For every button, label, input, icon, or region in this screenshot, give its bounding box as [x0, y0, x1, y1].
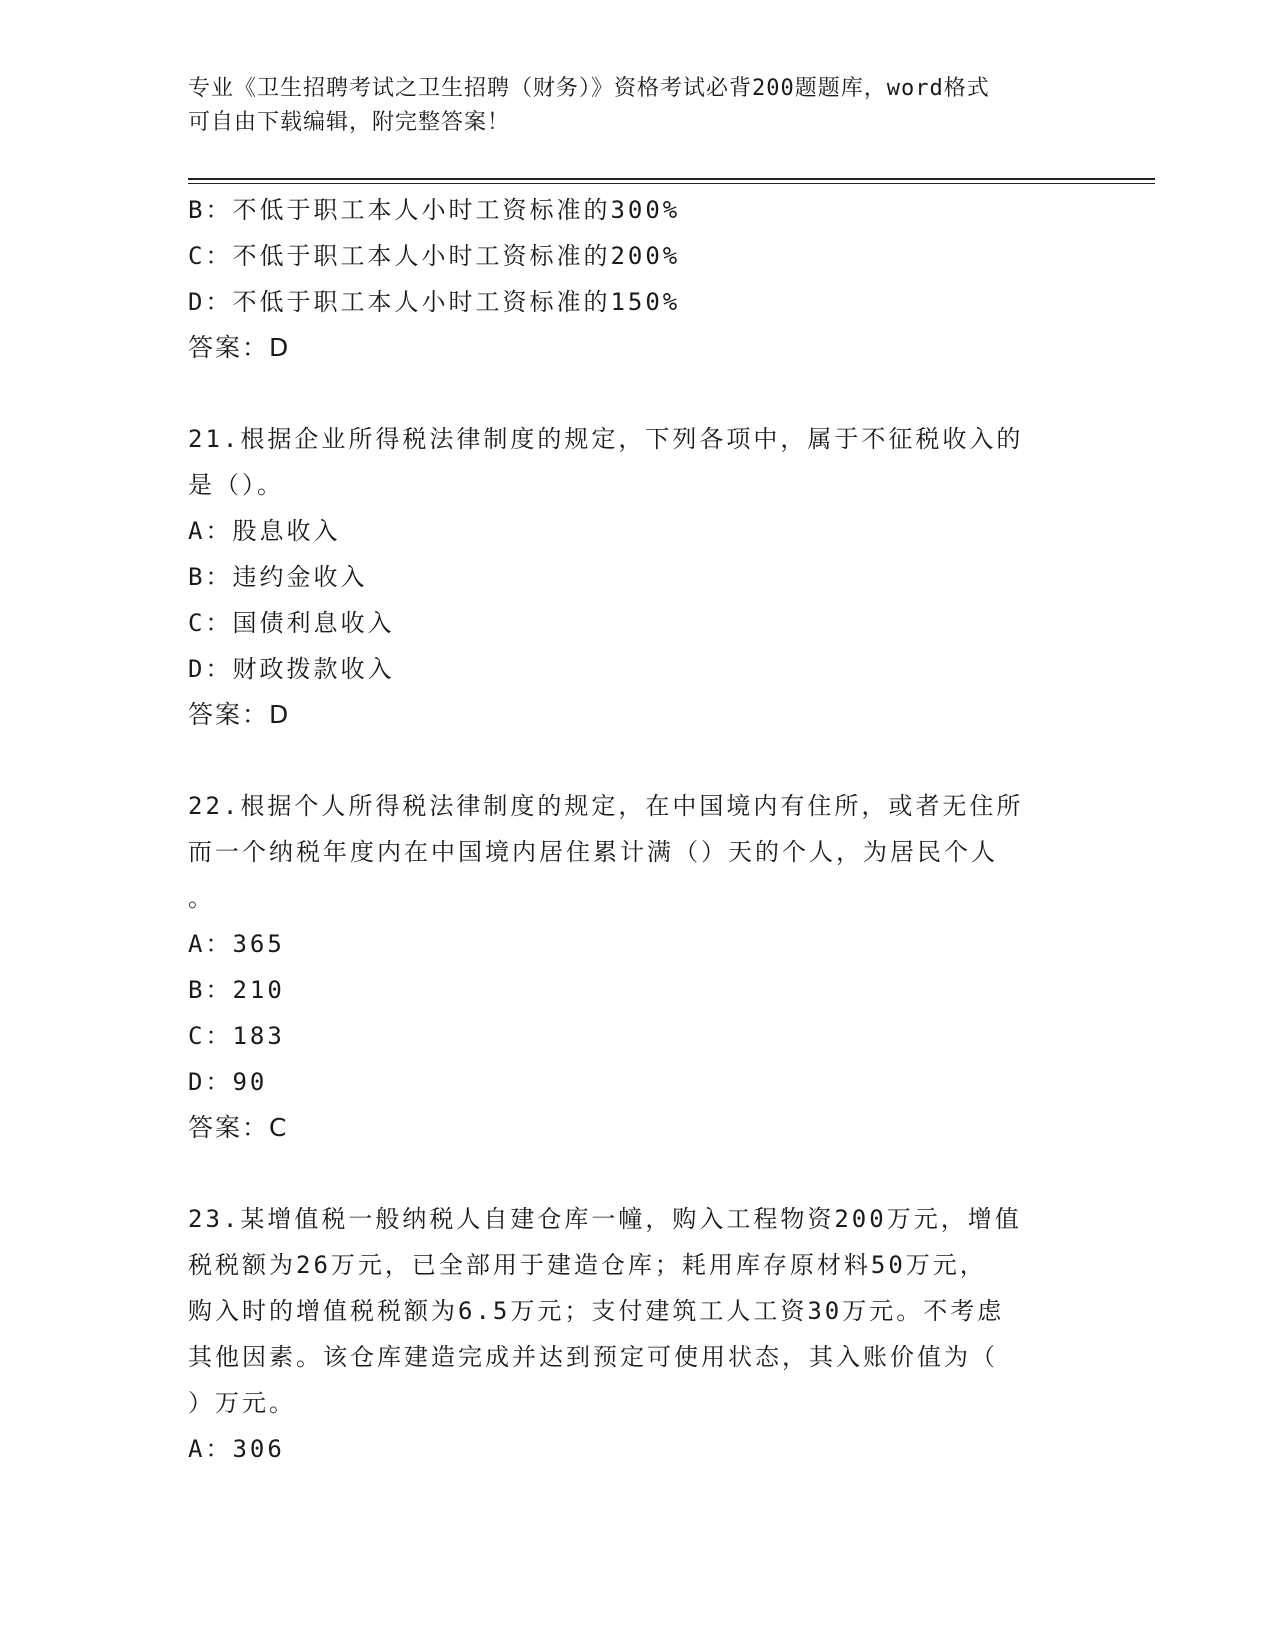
question-spacer [188, 738, 1088, 783]
question-content [188, 187, 1088, 1472]
question-text: 其他因素。该仓库建造完成并达到预定可使用状态，其入账价值为（ [188, 1343, 998, 1371]
answer-line: 答案：C [188, 1113, 289, 1142]
question-21-block [188, 416, 1088, 738]
question-text: 是（）。 [188, 471, 284, 499]
answer-line: 答案：D [188, 333, 291, 362]
question-text: 而一个纳税年度内在中国境内居住累计满（）天的个人，为居民个人 [188, 838, 998, 866]
option-d: D：财政拨款收入 [188, 655, 395, 683]
question-text: ）万元。 [188, 1389, 296, 1417]
question-20-block [188, 187, 1088, 371]
header-title-line-2: 可自由下载编辑，附完整答案！ [188, 110, 511, 135]
option-a: A：股息收入 [188, 517, 341, 545]
option-a: A：306 [188, 1435, 285, 1463]
option-b: B：违约金收入 [188, 563, 368, 591]
question-23-block [188, 1196, 1088, 1472]
document-header [188, 72, 1068, 140]
question-text: 。 [188, 884, 215, 912]
header-divider-thick [188, 178, 1155, 180]
question-text: 23.某增值税一般纳税人自建仓库一幢，购入工程物资200万元，增值 [188, 1205, 1022, 1233]
option-d: D：不低于职工本人小时工资标准的150% [188, 288, 681, 316]
option-c: C：183 [188, 1022, 285, 1050]
header-divider-thin [188, 183, 1155, 184]
question-text: 购入时的增值税税额为6.5万元；支付建筑工人工资30万元。不考虑 [188, 1297, 1005, 1325]
question-text: 21.根据企业所得税法律制度的规定，下列各项中，属于不征税收入的 [188, 425, 1024, 453]
option-d: D：90 [188, 1068, 268, 1096]
question-text: 税税额为26万元，已全部用于建造仓库；耗用库存原材料50万元， [188, 1251, 987, 1279]
question-text: 22.根据个人所得税法律制度的规定，在中国境内有住所，或者无住所 [188, 792, 1024, 820]
question-spacer [188, 1151, 1088, 1196]
option-a: A：365 [188, 930, 285, 958]
option-b: B：不低于职工本人小时工资标准的300% [188, 196, 681, 224]
option-c: C：不低于职工本人小时工资标准的200% [188, 242, 681, 270]
answer-line: 答案：D [188, 700, 291, 729]
question-22-block [188, 783, 1088, 1151]
question-spacer [188, 371, 1088, 416]
option-b: B：210 [188, 976, 285, 1004]
header-title-line-1: 专业《卫生招聘考试之卫生招聘（财务）》资格考试必背200题题库，word格式 [188, 76, 990, 101]
option-c: C：国债利息收入 [188, 609, 395, 637]
